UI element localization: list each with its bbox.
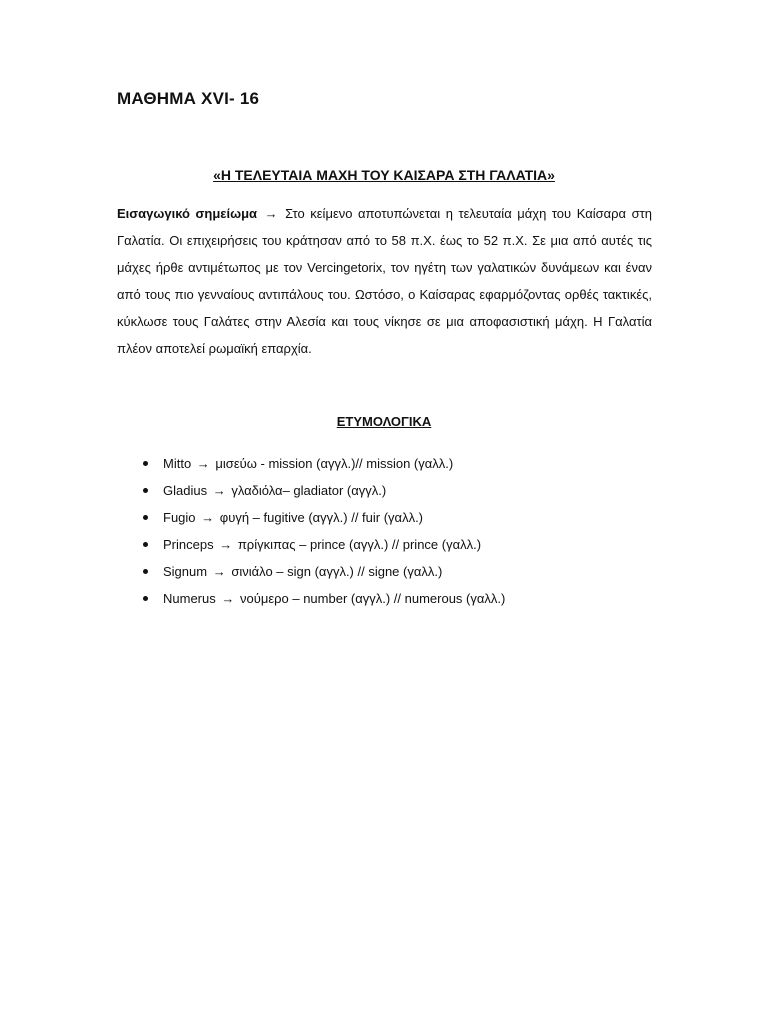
latin-word: Gladius [163, 483, 208, 498]
list-item [117, 450, 677, 477]
foreign-derivatives: – gladiator (αγγλ.) [282, 483, 387, 498]
bullet-icon [143, 542, 148, 547]
latin-word: Numerus [163, 591, 216, 606]
intro-label: Εισαγωγικό σημείωμα [117, 206, 258, 221]
greek-derivative: φυγή [219, 510, 250, 525]
foreign-derivatives: – prince (αγγλ.) // prince (γαλλ.) [295, 537, 482, 552]
foreign-derivatives: – number (αγγλ.) // numerous (γαλλ.) [288, 591, 506, 606]
intro-text: Στο κείμενο αποτυπώνεται η τελευταία μάχη του Καίσαρα στη Γαλατία. Οι επιχειρήσεις του κράτησαν από το 58 π.Χ. έως το 52 π.Χ. Σε μια από αυτές τις μάχες ήρθε αντιμέτωπος με τον Vercingetorix, τον ηγέτη των γαλατικών δυνάμεων και έναν από τους πιο γενναίους αντιπάλους του. Ωστόσο, ο Καίσαρας εφαρμόζοντας ορθές τακτικές, κύκλωσε τους Γαλάτες στην Αλεσία και τους νίκησε σε μια αποφασιστική μάχη. Η Γαλατία πλέον αποτελεί ρωμαϊκή επαρχία. [117, 206, 652, 356]
greek-derivative: μισεύω - [215, 456, 265, 471]
latin-word: Signum [163, 564, 208, 579]
page-title: ΜΑΘΗΜΑ XVI- 16 [117, 89, 260, 108]
foreign-derivatives: mission (αγγλ.)// mission (γαλλ.) [264, 456, 454, 471]
greek-derivative: γλαδιόλα [231, 483, 283, 498]
arrow-right-icon: → [201, 510, 215, 525]
latin-word: Fugio [163, 510, 196, 525]
list-item [117, 477, 677, 504]
intro-paragraph [117, 200, 652, 362]
foreign-derivatives: – fugitive (αγγλ.) // fuir (γαλλ.) [249, 510, 424, 525]
etymology-heading: ΕΤΥΜΟΛΟΓΙΚΑ [336, 414, 432, 429]
arrow-right-icon: → [221, 591, 235, 606]
arrow-right-icon: → [219, 537, 233, 552]
arrow-right-icon: → [264, 206, 278, 221]
latin-word: Princeps [163, 537, 214, 552]
bullet-icon [143, 515, 148, 520]
greek-derivative: πρίγκιπας [237, 537, 296, 552]
greek-derivative: νούμερο [240, 591, 289, 606]
list-item [117, 558, 677, 585]
latin-word: Mitto [163, 456, 192, 471]
document-subtitle: «Η ΤΕΛΕΥΤΑΙΑ ΜΑΧΗ ΤΟΥ ΚΑΙΣΑΡΑ ΣΤΗ ΓΑΛΑΤΙΑ» [213, 167, 555, 183]
bullet-icon [143, 569, 148, 574]
bullet-icon [143, 488, 148, 493]
greek-derivative: σινιάλο [231, 564, 273, 579]
arrow-right-icon: → [212, 564, 226, 579]
bullet-icon [143, 596, 148, 601]
list-item [117, 585, 677, 612]
arrow-right-icon: → [212, 483, 226, 498]
bullet-icon [143, 461, 148, 466]
arrow-right-icon: → [196, 456, 210, 471]
list-item [117, 504, 677, 531]
etymology-list [117, 450, 677, 612]
foreign-derivatives: – sign (αγγλ.) // signe (γαλλ.) [272, 564, 443, 579]
list-item [117, 531, 677, 558]
